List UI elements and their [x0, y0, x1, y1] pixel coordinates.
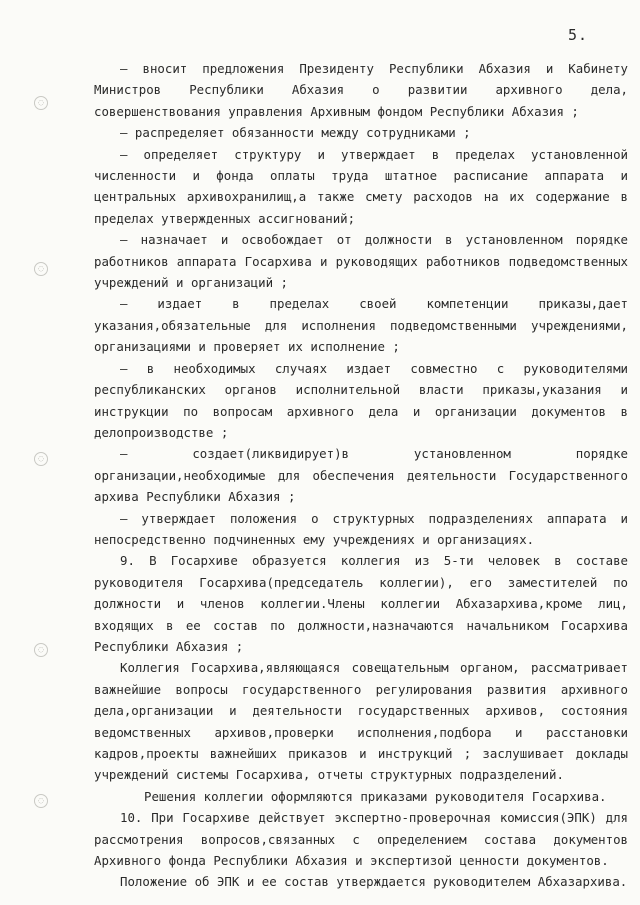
- page-number: 5.: [568, 26, 589, 44]
- paragraph: 10. При Госархиве действует экспертно-проверочная комиссия(ЭПК) для рассмотрения вопросов,связанных с определением состава документов Архивного фонда Республики Абхазия и экспертизой ценности документов.: [94, 810, 628, 869]
- paragraph: – назначает и освобождает от должности в установленном порядке работников аппарата Госархива и руководящих работников подведомственных учреждений и организаций ;: [94, 232, 628, 291]
- paragraph: Положение об ЭПК и ее состав утверждается руководителем Абхазархива.: [120, 874, 628, 890]
- binding-hole-mark: ◌: [34, 262, 48, 276]
- paragraph: Коллегия Госархива,являющаяся совещательным органом, рассматривает важнейшие вопросы государственного регулирования развития архивного дела,организации и деятельности государственных архивов, состояния ведомственных архивов,проверки исполнения,подбора и расстановки кадров,проекты важнейших приказов и инструкций ; заслушивает доклады учреждений системы Госархива, отчеты структурных подразделений.: [94, 660, 628, 783]
- binding-hole-mark: ◌: [34, 96, 48, 110]
- binding-hole-mark: ◌: [34, 452, 48, 466]
- binding-hole-mark: ◌: [34, 643, 48, 657]
- paragraph: – распределяет обязанности между сотрудниками ;: [120, 125, 471, 141]
- paragraph: – определяет структуру и утверждает в пределах установленной численности и фонда оплаты труда штатное расписание аппарата и центральных архивохранилищ,а также смету расходов на их содержание в пределах утвержденных ассигнований;: [94, 146, 628, 226]
- paragraph: – издает в пределах своей компетенции приказы,дает указания,обязательные для исполнения подведомственными учреждениями, организациями и проверяет их исполнение ;: [94, 296, 628, 355]
- binding-hole-mark: ◌: [34, 794, 48, 808]
- paragraph: – утверждает положения о структурных подразделениях аппарата и непосредственно подчиненных ему учреждениях и организациях.: [94, 510, 628, 547]
- paragraph: 9. В Госархиве образуется коллегия из 5-ти человек в составе руководителя Госархива(председатель коллегии), его заместителей по должности и членов коллегии.Члены коллегии Абхазархива,кроме лиц, входящих в ее состав по должности,назначаются начальником Госархива Республики Абхазия ;: [94, 553, 628, 654]
- paragraph: – в необходимых случаях издает совместно с руководителями республиканских органов исполнительной власти приказы,указания и инструкции по вопросам архивного дела и организации документов в делопроизводстве ;: [94, 360, 628, 440]
- document-body: [94, 58, 628, 893]
- paragraph: Решения коллегии оформляются приказами руководителя Госархива.: [144, 788, 607, 804]
- paragraph: – вносит предложения Президенту Республики Абхазия и Кабинету Министров Республики Абхазия о развитии архивного дела, совершенствования управления Архивным фондом Республики Абхазия ;: [94, 61, 628, 119]
- paragraph: – создает(ликвидирует)в установленном порядке организации,необходимые для обеспечения деятельности Государственного архива Республики Абхазия ;: [94, 446, 628, 505]
